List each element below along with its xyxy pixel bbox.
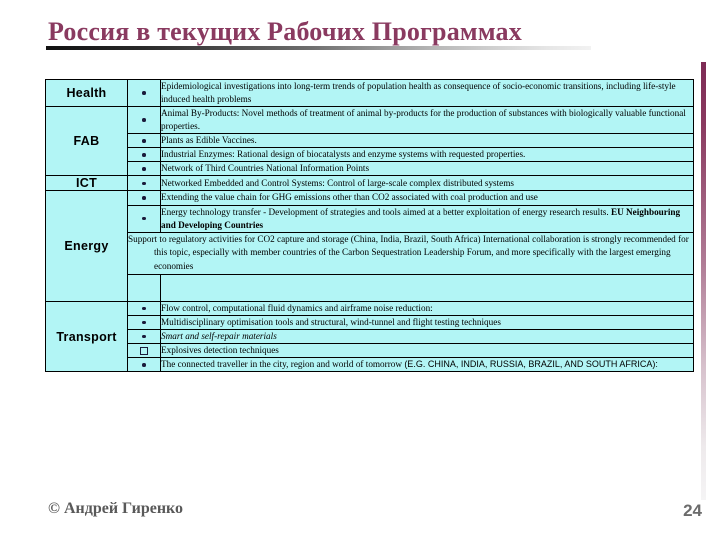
spacer-text-cell [161, 275, 694, 302]
bullet-cell [128, 344, 161, 358]
bullet-cell [128, 107, 161, 134]
bullet-square-icon [140, 347, 148, 355]
bullet-cell [128, 176, 161, 191]
row-text-italic: Smart and self-repair materials [161, 331, 277, 342]
page-number: 24 [683, 501, 702, 520]
bullet-dot-icon [142, 182, 146, 186]
table-row [46, 302, 694, 316]
bullet-dot-icon [142, 139, 146, 143]
bullet-cell [128, 80, 161, 107]
row-text: Networked Embedded and Control Systems: Control of large-scale complex distributed systems [161, 176, 694, 191]
bullet-dot-icon [142, 118, 146, 122]
bullet-dot-icon [142, 167, 146, 171]
spacer-bullet-cell [128, 275, 161, 302]
row-text [161, 205, 694, 232]
title-underline-divider [46, 46, 591, 50]
section-label-health: Health [46, 80, 128, 107]
row-text [161, 330, 694, 344]
row-text-emphasis: EU Neighbouring and Developing Countries [161, 206, 681, 230]
bullet-dot-icon [142, 307, 146, 311]
row-text: Explosives detection techniques [161, 344, 694, 358]
bullet-cell [128, 148, 161, 162]
bullet-cell [128, 134, 161, 148]
section-label-fab: FAB [46, 107, 128, 176]
table-row [46, 148, 694, 162]
bullet-cell [128, 358, 161, 372]
bullet-dot-icon [142, 217, 146, 221]
bullet-cell [128, 205, 161, 232]
row-text: Epidemiological investigations into long-term trends of population health as consequence of socio-economic transitions, including life-style induced health problems [161, 80, 694, 107]
table-row [46, 176, 694, 191]
row-text: Extending the value chain for GHG emissions other than CO2 associated with coal production and use [161, 191, 694, 205]
table-row [46, 191, 694, 205]
row-text: Network of Third Countries National Information Points [161, 162, 694, 176]
bullet-dot-icon [142, 335, 146, 339]
row-text: Multidisciplinary optimisation tools and structural, wind-tunnel and flight testing techniques [161, 316, 694, 330]
bullet-dot-icon [142, 196, 146, 200]
table-row [46, 232, 694, 274]
table-row [46, 316, 694, 330]
section-label-transport: Transport [46, 302, 128, 372]
row-text: Plants as Edible Vaccines. [161, 134, 694, 148]
table-row [46, 162, 694, 176]
bullet-dot-icon [142, 91, 146, 95]
table-row [46, 330, 694, 344]
section-label-energy: Energy [46, 191, 128, 302]
bullet-dot-icon [142, 321, 146, 325]
table-row [46, 107, 694, 134]
bullet-cell [128, 316, 161, 330]
row-text-plain: Energy technology transfer - Development of strategies and tools aimed at a better exploitation of energy research results. [161, 206, 611, 217]
row-text: Industrial Enzymes: Rational design of biocatalysts and enzyme systems with requested properties. [161, 148, 694, 162]
footer-copyright: © Андрей Гиренко [48, 500, 184, 517]
bullet-dot-icon [142, 153, 146, 157]
bullet-cell [128, 302, 161, 316]
row-text: Flow control, computational fluid dynamics and airframe noise reduction: [161, 302, 694, 316]
row-text-plain: The connected traveller in the city, region and world of tomorrow [161, 359, 405, 370]
page-title: Россия в текущих Рабочих Программах [48, 17, 522, 46]
bullet-cell [128, 191, 161, 205]
section-label-ict: ICT [46, 176, 128, 191]
programmes-table [45, 79, 694, 372]
table-row [46, 80, 694, 107]
right-accent-bar [701, 62, 706, 500]
table-row-spacer [46, 275, 694, 302]
row-text: Animal By-Products: Novel methods of treatment of animal by-products for the production of substances with biologically valuable functional properties. [161, 107, 694, 134]
row-text-countries: (E.G. CHINA, INDIA, RUSSIA, BRAZIL, AND SOUTH AFRICA): [404, 359, 658, 370]
table-row [46, 205, 694, 232]
table-row [46, 344, 694, 358]
row-text: Support to regulatory activities for CO2 capture and storage (China, India, Brazil, South Africa) International collaboration is strongly recommended for this topic, especially with member countries of the Carbon Sequestration Leadership Forum, and more specifically with the largest emerging economies [128, 233, 689, 272]
table-row [46, 358, 694, 372]
bullet-cell [128, 162, 161, 176]
row-text [161, 358, 694, 372]
row-paragraph [128, 232, 694, 274]
table-row [46, 134, 694, 148]
bullet-dot-icon [142, 363, 146, 367]
bullet-cell [128, 330, 161, 344]
